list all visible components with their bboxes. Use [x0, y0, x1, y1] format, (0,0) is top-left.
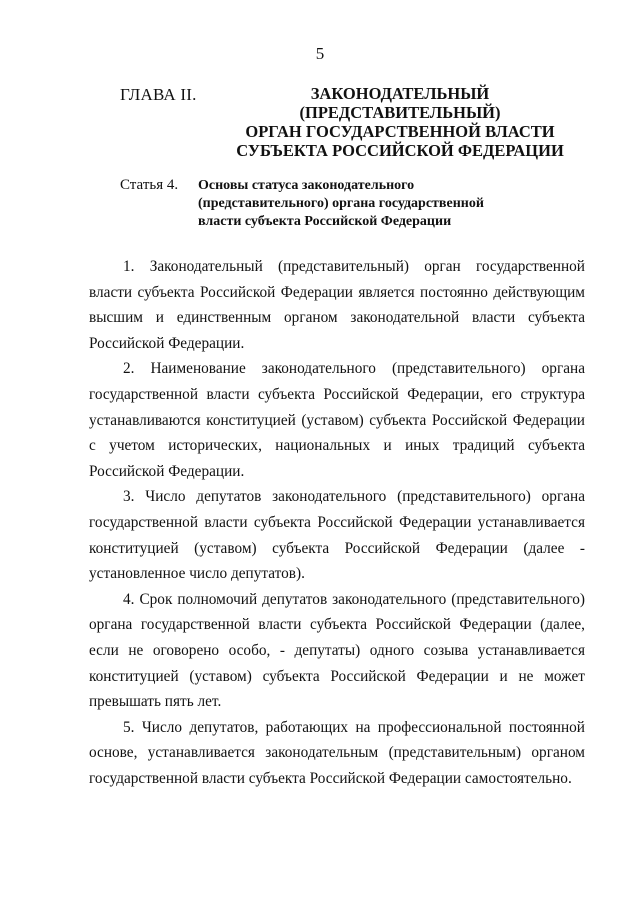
- article-title-line: власти субъекта Российской Федерации: [198, 214, 452, 229]
- article-title-line: Основы статуса законодательного: [198, 178, 415, 193]
- article-label: Статья 4.: [120, 177, 179, 193]
- chapter-title-line: ЗАКОНОДАТЕЛЬНЫЙ (ПРЕДСТАВИТЕЛЬНЫЙ): [299, 84, 501, 122]
- paragraph: 1. Законодательный (представительный) орган государственной власти субъекта Российской Федерации является постоянно действующим высшим и единственным органом законодательной власти субъекта Российской Федерации.: [89, 258, 585, 352]
- article-body: [89, 254, 585, 791]
- paragraph: 3. Число депутатов законодательного (представительного) органа государственной власти субъекта Российской Федерации устанавливается конституцией (уставом) субъекта Российской Федерации (далее - установленное число депутатов).: [89, 488, 585, 583]
- paragraph: 2. Наименование законодательного (представительного) органа государственной власти субъекта Российской Федерации, его структура устанавливаются конституцией (уставом) субъекта Российской Федерации с учетом исторических, национальных и иных традиций субъекта Российской Федерации.: [89, 360, 585, 480]
- chapter-label: ГЛАВА II.: [120, 85, 197, 104]
- chapter-heading: [120, 84, 590, 160]
- article-heading: [120, 177, 540, 231]
- page-number: 5: [315, 44, 325, 63]
- paragraph: 4. Срок полномочий депутатов законодательного (представительного) органа государственной власти субъекта Российской Федерации (далее, если не оговорено особо, - депутаты) одного созыва устанавливается конституцией (уставом) субъекта Российской Федерации и не может превышать пять лет.: [89, 590, 585, 711]
- article-title-line: (представительного) органа государственной: [198, 196, 484, 211]
- article-title: [198, 177, 540, 231]
- chapter-title: [210, 84, 590, 160]
- paragraph: 5. Число депутатов, работающих на профессиональной постоянной основе, устанавливается законодательным (представительным) органом государственной власти субъекта Российской Федерации самостоятельно.: [89, 718, 585, 787]
- chapter-title-line: СУБЪЕКТА РОССИЙСКОЙ ФЕДЕРАЦИИ: [236, 141, 564, 160]
- chapter-title-line: ОРГАН ГОСУДАРСТВЕННОЙ ВЛАСТИ: [245, 122, 555, 141]
